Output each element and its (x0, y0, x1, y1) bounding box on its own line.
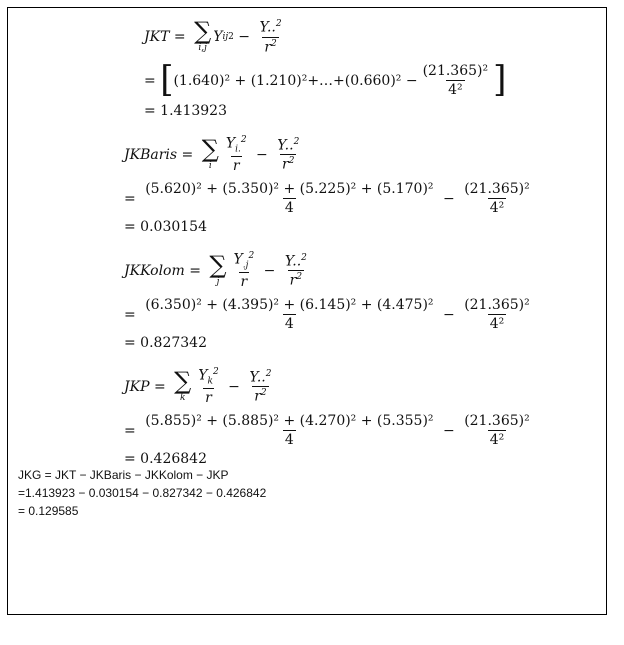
jkkolom-term1-den: r (240, 274, 248, 291)
jkp-sum-symbol: ∑ k (174, 366, 192, 403)
jkkolom-total-den: 4² (489, 316, 505, 332)
jkbaris-term2-num: Y.. (277, 137, 294, 154)
jkkolom-expansion-line: = $\frac{\text{(6.350)² + (4.395)² + (6.145)² + (4.475)²}}{4}$ − $\frac{\text{(21.365)²}}{\text{4²}}$ (124, 297, 530, 332)
jkp-total-fraction (462, 414, 532, 447)
jkbaris-term1-sub: i. (235, 144, 241, 155)
jkp-term2-den: r (254, 388, 261, 405)
jkbaris-term2-den: r (282, 156, 289, 173)
jkt-result: = 1.413923 (144, 103, 227, 119)
jkt-sum-subscript: i,j (198, 42, 207, 53)
jkbaris-sum-symbol: ∑ i (201, 134, 219, 171)
jkt-formula: JKT = ∑ i,j Y ij 2 − $\frac{Y..^2}{r^2}$ (144, 17, 282, 56)
jkp-result: = 0.426842 (124, 451, 207, 467)
jkkolom-term1-sub: .j (242, 260, 249, 271)
jkbaris-expansion-line: = $\frac{\text{(5.620)² + (5.350)² + (5.225)² + (5.170)²}}{4}$ − $\frac{\text{(21.365)²}}{\text{4²}}$ (124, 181, 530, 216)
jkbaris-term1-num: Y (225, 135, 236, 152)
jkt-total-num: (21.365)² (422, 63, 489, 79)
jkt-total-den: 4² (448, 82, 463, 98)
jkp-sum-subscript: k (179, 392, 186, 403)
jkbaris-sum-subscript: i (208, 160, 212, 171)
jkkolom-lhs: JKKolom (124, 262, 185, 279)
jkp-term1-sub: k (207, 376, 213, 387)
jkkolom-sum-symbol: ∑ j (209, 250, 227, 287)
jkkolom-total-fraction (462, 298, 532, 331)
jkkolom-sum-subscript: j (216, 276, 220, 287)
jkg-line1: JKG = JKT − JKBaris − JKKolom − JKP (18, 468, 229, 482)
jkkolom-term2-fraction: $\frac{Y..^2}{r^2}$ (284, 252, 307, 289)
jkkolom-term1-fraction: $\frac{Y_{.j}^2}{r}$ (233, 251, 255, 291)
jkbaris-term1-fraction: $\frac{Y_{i.}^2}{r}$ (225, 135, 247, 175)
jkt-expansion-line: = [ (1.640)² + (1.210)²+…+(0.660)² − $\frac{\text{(21.365)²}}{\text{4²}}$ ] (144, 58, 507, 101)
jkt-term2-fraction: $\frac{Y..^2}{r^2}$ (259, 19, 282, 56)
jkp-term1-num: Y (198, 367, 208, 384)
jkt-lhs: JKT (144, 29, 170, 46)
jkp-term1-den: r (205, 390, 212, 407)
jkp-sum-den: 4 (284, 432, 294, 448)
jkkolom-term2-den: r (289, 272, 297, 289)
jkkolom-term2-num: Y.. (284, 253, 302, 270)
jkp-lhs: JKP (124, 378, 150, 395)
jkp-sum-fraction (143, 414, 435, 447)
jkt-term2-den: r (264, 39, 272, 56)
jkbaris-total-num: (21.365)² (464, 181, 530, 197)
jkt-term1-sub: ij (222, 31, 229, 42)
jkbaris-total-den: 4² (489, 200, 505, 216)
jkg-line2: =1.413923 − 0.030154 − 0.827342 − 0.426842 (18, 486, 267, 500)
jkp-formula: JKP = ∑ k $\frac{Y_k^2}{r}$ − $\frac{Y..^2}{r^2}$ (124, 366, 272, 407)
jkp-total-den: 4² (489, 432, 505, 448)
jkkolom-sum-num: (6.350)² + (4.395)² + (6.145)² + (4.475)² (145, 297, 434, 313)
jkbaris-term2-fraction: $\frac{Y..^2}{r^2}$ (277, 136, 300, 173)
jkp-total-num: (21.365)² (464, 413, 530, 429)
jkp-term2-num: Y.. (249, 369, 266, 386)
jkbaris-sum-den: 4 (284, 200, 294, 216)
jkkolom-sum-fraction (143, 298, 435, 331)
jkp-term2-fraction: $\frac{Y..^2}{r^2}$ (249, 368, 272, 405)
jkt-sum-symbol: ∑ i,j (194, 17, 212, 53)
jkbaris-sum-fraction (143, 182, 435, 215)
jkt-expansion: (1.640)² + (1.210)²+…+(0.660)² − (173, 72, 418, 89)
jkkolom-formula: JKKolom = ∑ j $\frac{Y_{.j}^2}{r}$ − $\frac{Y..^2}{r^2}$ (124, 250, 307, 291)
jkbaris-lhs: JKBaris (124, 146, 178, 163)
document-frame (7, 7, 607, 615)
jkt-term1: Y (213, 29, 223, 46)
jkbaris-sum-num: (5.620)² + (5.350)² + (5.225)² + (5.170)² (145, 181, 434, 197)
jkt-total-fraction (421, 64, 491, 97)
jkkolom-total-num: (21.365)² (464, 297, 530, 313)
jkbaris-formula: JKBaris = ∑ i $\frac{Y_{i.}^2}{r}$ − $\frac{Y..^2}{r^2}$ (124, 134, 300, 175)
jkg-line3: = 0.129585 (18, 504, 79, 518)
jkbaris-term1-den: r (232, 158, 240, 175)
jkbaris-total-fraction (462, 182, 532, 215)
jkp-expansion-line: = $\frac{\text{(5.855)² + (5.885)² + (4.270)² + (5.355)²}}{4}$ − $\frac{\text{(21.365)²}}{\text{4²}}$ (124, 413, 530, 448)
jkt-term2-num: Y.. (259, 19, 276, 36)
jkkolom-result: = 0.827342 (124, 335, 207, 351)
jkkolom-term1-num: Y (233, 251, 243, 268)
jkp-sum-num: (5.855)² + (5.885)² + (4.270)² + (5.355)² (145, 413, 434, 429)
jkp-term1-fraction: $\frac{Y_k^2}{r}$ (198, 367, 219, 407)
jkbaris-result: = 0.030154 (124, 219, 207, 235)
jkkolom-sum-den: 4 (284, 316, 294, 332)
